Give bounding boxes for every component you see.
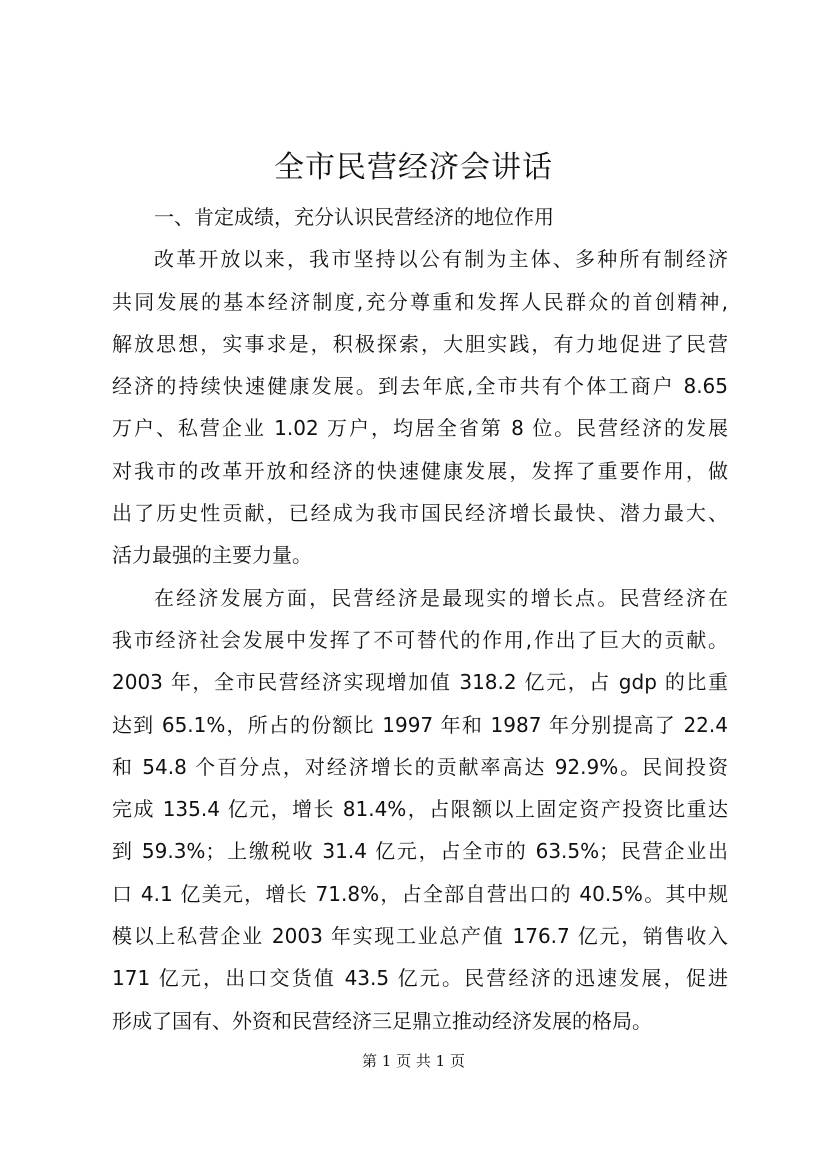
page-title: 全市民营经济会讲话 [274,150,553,185]
page-footer: 第 1 页 共 1 页 [362,1052,465,1070]
paragraph-line: 完成 135.4 亿元，增长 81.4%，占限额以上固定资产投资比重达 [112,797,728,822]
paragraph-line: 和 54.8 个百分点，对经济增长的贡献率高达 92.9%。民间投资 [112,754,728,779]
paragraph-line: 对我市的改革开放和经济的快速健康发展，发挥了重要作用，做 [112,458,728,483]
paragraph-line: 到 59.3%；上缴税收 31.4 亿元，占全市的 63.5%；民营企业出 [112,839,728,864]
paragraph-line: 万户、私营企业 1.02 万户，均居全省第 8 位。民营经济的发展 [112,416,728,441]
paragraph-line: 活力最强的主要力量。 [112,543,312,568]
paragraph-line: 经济的持续快速健康发展。到去年底,全市共有个体工商户 8.65 [112,374,728,399]
paragraph-line: 模以上私营企业 2003 年实现工业总产值 176.7 亿元，销售收入 [112,924,728,949]
paragraph-line: 改革开放以来，我市坚持以公有制为主体、多种所有制经济 [154,247,728,272]
paragraph-line: 口 4.1 亿美元，增长 71.8%，占全部自营出口的 40.5%。其中规 [112,881,728,906]
paragraph-line: 在经济发展方面，民营经济是最现实的增长点。民营经济在 [154,585,728,610]
paragraph-line: 解放思想，实事求是，积极探索，大胆实践，有力地促进了民营 [112,331,728,356]
paragraph-line: 出了历史性贡献，已经成为我市国民经济增长最快、潜力最大、 [112,501,728,526]
section-heading: 一、肯定成绩，充分认识民营经济的地位作用 [154,205,554,229]
document-body [112,196,728,1042]
paragraph-line: 共同发展的基本经济制度,充分尊重和发挥人民群众的首创精神, [112,289,728,314]
paragraph-line: 我市经济社会发展中发挥了不可替代的作用,作出了巨大的贡献。 [112,627,728,652]
paragraph-line: 171 亿元，出口交货值 43.5 亿元。民营经济的迅速发展，促进 [112,966,728,991]
paragraph-line: 2003 年，全市民营经济实现增加值 318.2 亿元，占 gdp 的比重 [112,670,728,695]
paragraph-line: 达到 65.1%，所占的份额比 1997 年和 1987 年分别提高了 22.4 [112,712,728,737]
paragraph-line: 形成了国有、外资和民营经济三足鼎立推动经济发展的格局。 [112,1008,652,1033]
